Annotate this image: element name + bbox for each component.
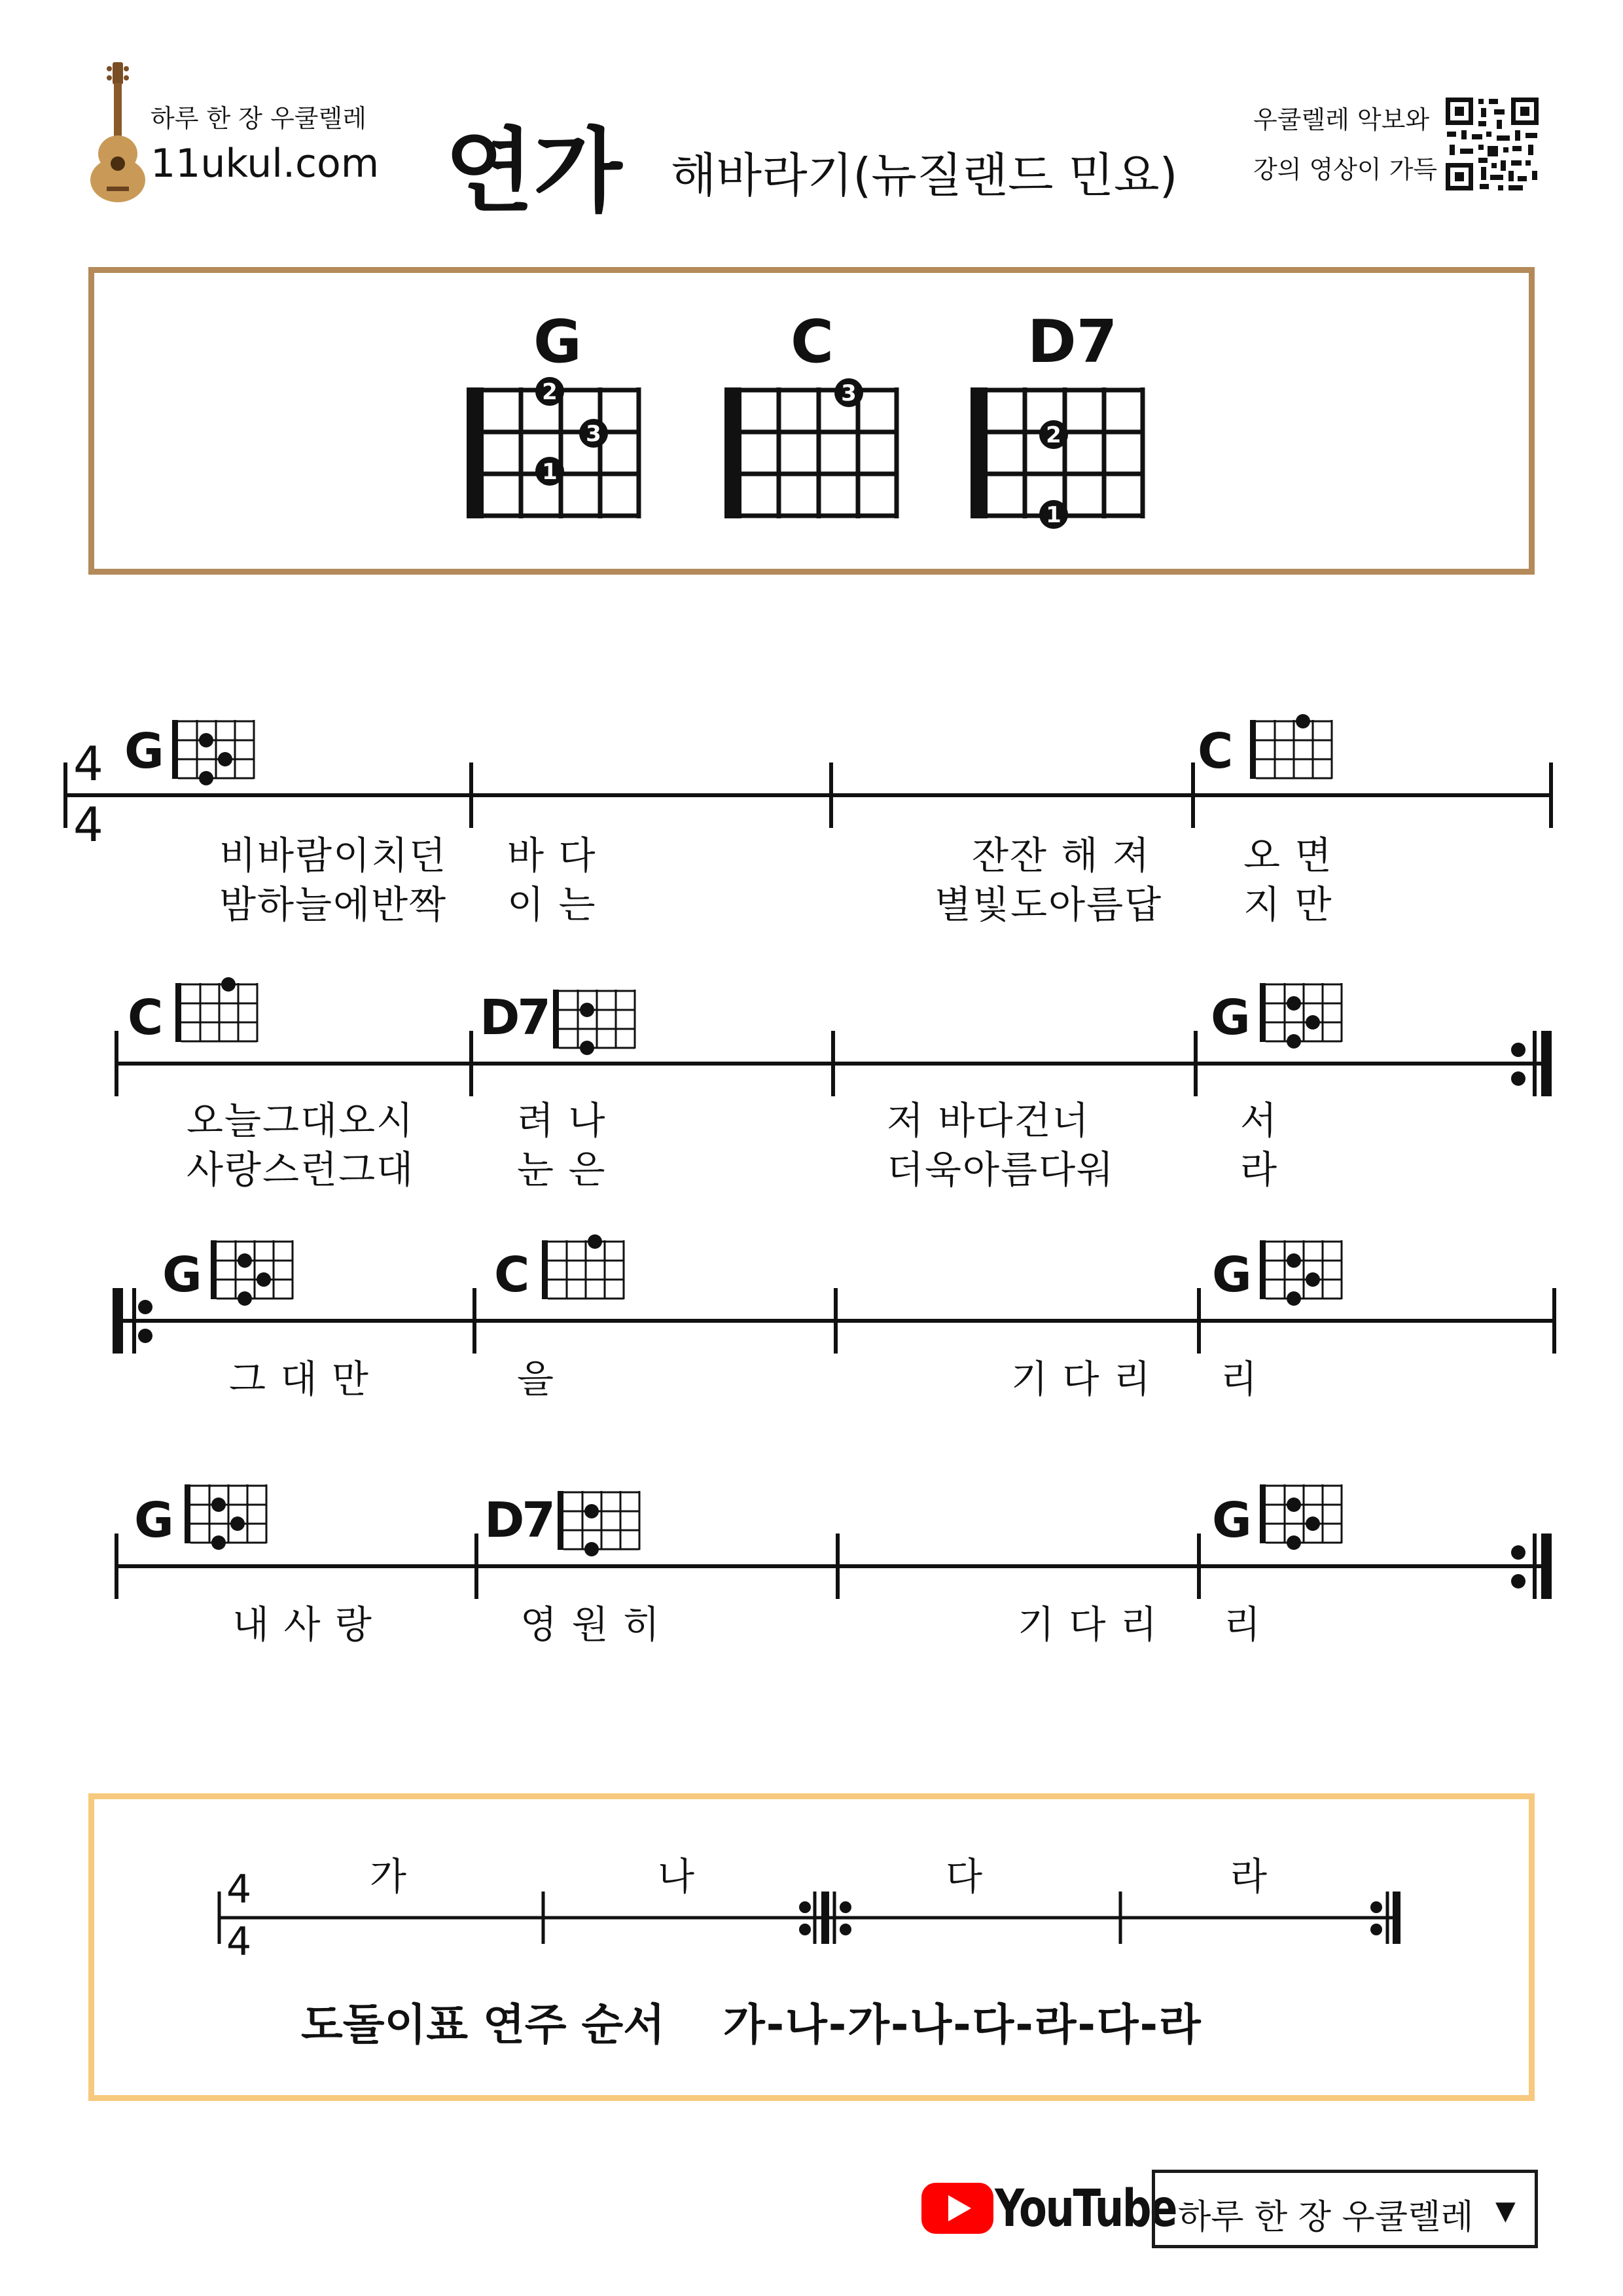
- finger-dot: [584, 1504, 599, 1518]
- section-label-da: 다: [946, 1854, 983, 1899]
- lyric-line2: 별빛도아름답: [935, 882, 1163, 927]
- lyric-line1: 기 다 리: [1018, 1602, 1158, 1647]
- finger-dot: [257, 1272, 271, 1287]
- lyric-line1: 저 바다건너: [887, 1098, 1090, 1143]
- brand-url[interactable]: 11ukul.com: [151, 141, 380, 187]
- repeat-start-bar-system-3: [113, 1288, 123, 1354]
- lyric-line2: 밤하늘에반짝: [219, 882, 448, 927]
- finger-dot: [1287, 996, 1301, 1011]
- lyric-line1: 을: [517, 1357, 556, 1401]
- lyric-line1: 리: [1221, 1357, 1259, 1401]
- mini-chord-diagram-d7: [553, 990, 635, 1055]
- repeat-end-bar-system-2: [1541, 1031, 1552, 1096]
- finger-dot: [584, 1542, 599, 1556]
- mini-chord-diagram-g: [1260, 1240, 1342, 1306]
- measure-chord: C: [1198, 723, 1234, 780]
- measure-chord: D7: [480, 990, 548, 1046]
- lyric-line2: 이 는: [507, 882, 597, 927]
- measure-chord: G: [162, 1247, 202, 1303]
- mini-chord-diagram-c: [1250, 714, 1332, 779]
- song-subtitle: 해바라기(뉴질랜드 민요): [671, 148, 1178, 203]
- svg-text:3: 3: [586, 421, 601, 447]
- finger-dot: [199, 733, 213, 747]
- lyric-line1: 기 다 리: [1011, 1357, 1152, 1401]
- measure-chord: G: [1212, 1492, 1252, 1549]
- finger-dot: [238, 1253, 252, 1268]
- lyric-line2: 눈 은: [517, 1147, 607, 1192]
- svg-text:2: 2: [542, 379, 558, 405]
- mini-chord-diagram-c: [542, 1234, 624, 1299]
- lyric-line1: 내 사 랑: [232, 1602, 373, 1647]
- chord-diagram-g: [467, 377, 639, 518]
- finger-dot: [1296, 714, 1310, 728]
- youtube-play-icon: [921, 2183, 993, 2234]
- repeat-end-bar-system-4: [1541, 1534, 1552, 1599]
- mini-chord-diagram-c: [175, 977, 257, 1042]
- channel-name: 하루 한 장 우쿨렐레: [1178, 2198, 1474, 2237]
- mini-chord-diagram-d7: [558, 1491, 639, 1556]
- svg-text:2: 2: [1046, 422, 1061, 448]
- measure-chord: G: [1212, 1247, 1252, 1303]
- play-order-title: 도돌이표 연주 순서: [301, 2000, 666, 2050]
- promo-text-line2: 강의 영상이 가득: [1253, 155, 1438, 184]
- finger-dot: [1287, 1291, 1301, 1306]
- section-label-na: 나: [658, 1854, 695, 1899]
- finger-dot: [1306, 1015, 1320, 1030]
- measure-chord: D7: [484, 1492, 553, 1549]
- lyric-line1: 잔잔 해 져: [972, 833, 1150, 878]
- order-time-sig-bottom: 4: [226, 1919, 252, 1965]
- lyric-line2: 지 만: [1243, 882, 1333, 927]
- finger-dot: [1287, 1034, 1301, 1049]
- lyric-line1: 오 면: [1243, 833, 1333, 878]
- finger-dot: [238, 1291, 252, 1306]
- promo-text-line1: 우쿨렐레 악보와: [1253, 105, 1430, 134]
- svg-text:3: 3: [841, 380, 857, 406]
- time-sig-top: 4: [73, 736, 103, 791]
- lyric-line2: 사랑스런그대: [187, 1147, 415, 1192]
- chord-diagram-c: [724, 378, 897, 518]
- lyric-line1: 그 대 만: [229, 1357, 370, 1401]
- dropdown-arrow-icon[interactable]: ▼: [1495, 2196, 1516, 2226]
- time-sig-bottom: 4: [73, 797, 103, 852]
- finger-dot: [1287, 1535, 1301, 1550]
- finger-dot: [588, 1234, 602, 1249]
- svg-text:1: 1: [1046, 502, 1061, 528]
- chord-name-g: G: [533, 308, 582, 376]
- lyric-line2: 더욱아름다워: [887, 1147, 1115, 1192]
- finger-dot: [221, 977, 236, 992]
- lyric-line1: 오늘그대오시: [187, 1098, 415, 1143]
- mini-chord-diagram-g: [185, 1484, 266, 1550]
- mini-chord-diagram-g: [1260, 1484, 1342, 1550]
- measure-chord: C: [494, 1247, 530, 1303]
- finger-dot: [1306, 1516, 1320, 1531]
- chord-name-c: C: [791, 308, 834, 376]
- measure-chord: G: [124, 723, 164, 780]
- brand-name: 하루 한 장 우쿨렐레: [151, 104, 366, 133]
- song-title: 연가: [445, 118, 622, 225]
- measure-chord: G: [1211, 990, 1251, 1046]
- finger-dot: [1306, 1272, 1320, 1287]
- finger-dot: [1287, 1253, 1301, 1268]
- svg-text:1: 1: [542, 459, 558, 485]
- lyric-line2: 라: [1240, 1147, 1279, 1192]
- staff-system-1: [65, 762, 1551, 828]
- mini-chord-diagram-g: [211, 1240, 293, 1306]
- finger-dot: [218, 752, 232, 766]
- lyric-line1: 서: [1240, 1098, 1279, 1143]
- mini-chord-diagram-g: [1260, 983, 1342, 1049]
- measure-chord: G: [134, 1492, 174, 1549]
- play-order-sequence: 가-나-가-나-다-라-다-라: [723, 2000, 1202, 2050]
- measure-chord: C: [128, 990, 164, 1046]
- section-label-ra: 라: [1230, 1854, 1268, 1899]
- section-label-ga: 가: [370, 1854, 407, 1899]
- lyric-line1: 비바람이치던: [219, 833, 448, 878]
- finger-dot: [211, 1535, 226, 1550]
- youtube-wordmark[interactable]: YouTube: [995, 2179, 1177, 2238]
- play-order-box: [88, 1793, 1535, 2101]
- finger-dot: [580, 1041, 594, 1055]
- lyric-line1: 리: [1224, 1602, 1262, 1647]
- lyric-line1: 영 원 히: [520, 1602, 661, 1647]
- mini-chord-diagram-g: [172, 720, 254, 785]
- lyric-line1: 바 다: [507, 833, 597, 878]
- lyric-line1: 려 나: [517, 1098, 607, 1143]
- finger-dot: [199, 771, 213, 785]
- finger-dot: [211, 1498, 226, 1512]
- finger-dot: [1287, 1498, 1301, 1512]
- order-time-sig-top: 4: [226, 1867, 252, 1912]
- finger-dot: [580, 1003, 594, 1017]
- finger-dot: [230, 1516, 245, 1531]
- chord-name-d7: D7: [1027, 308, 1118, 376]
- chord-diagram-d7: [971, 387, 1143, 529]
